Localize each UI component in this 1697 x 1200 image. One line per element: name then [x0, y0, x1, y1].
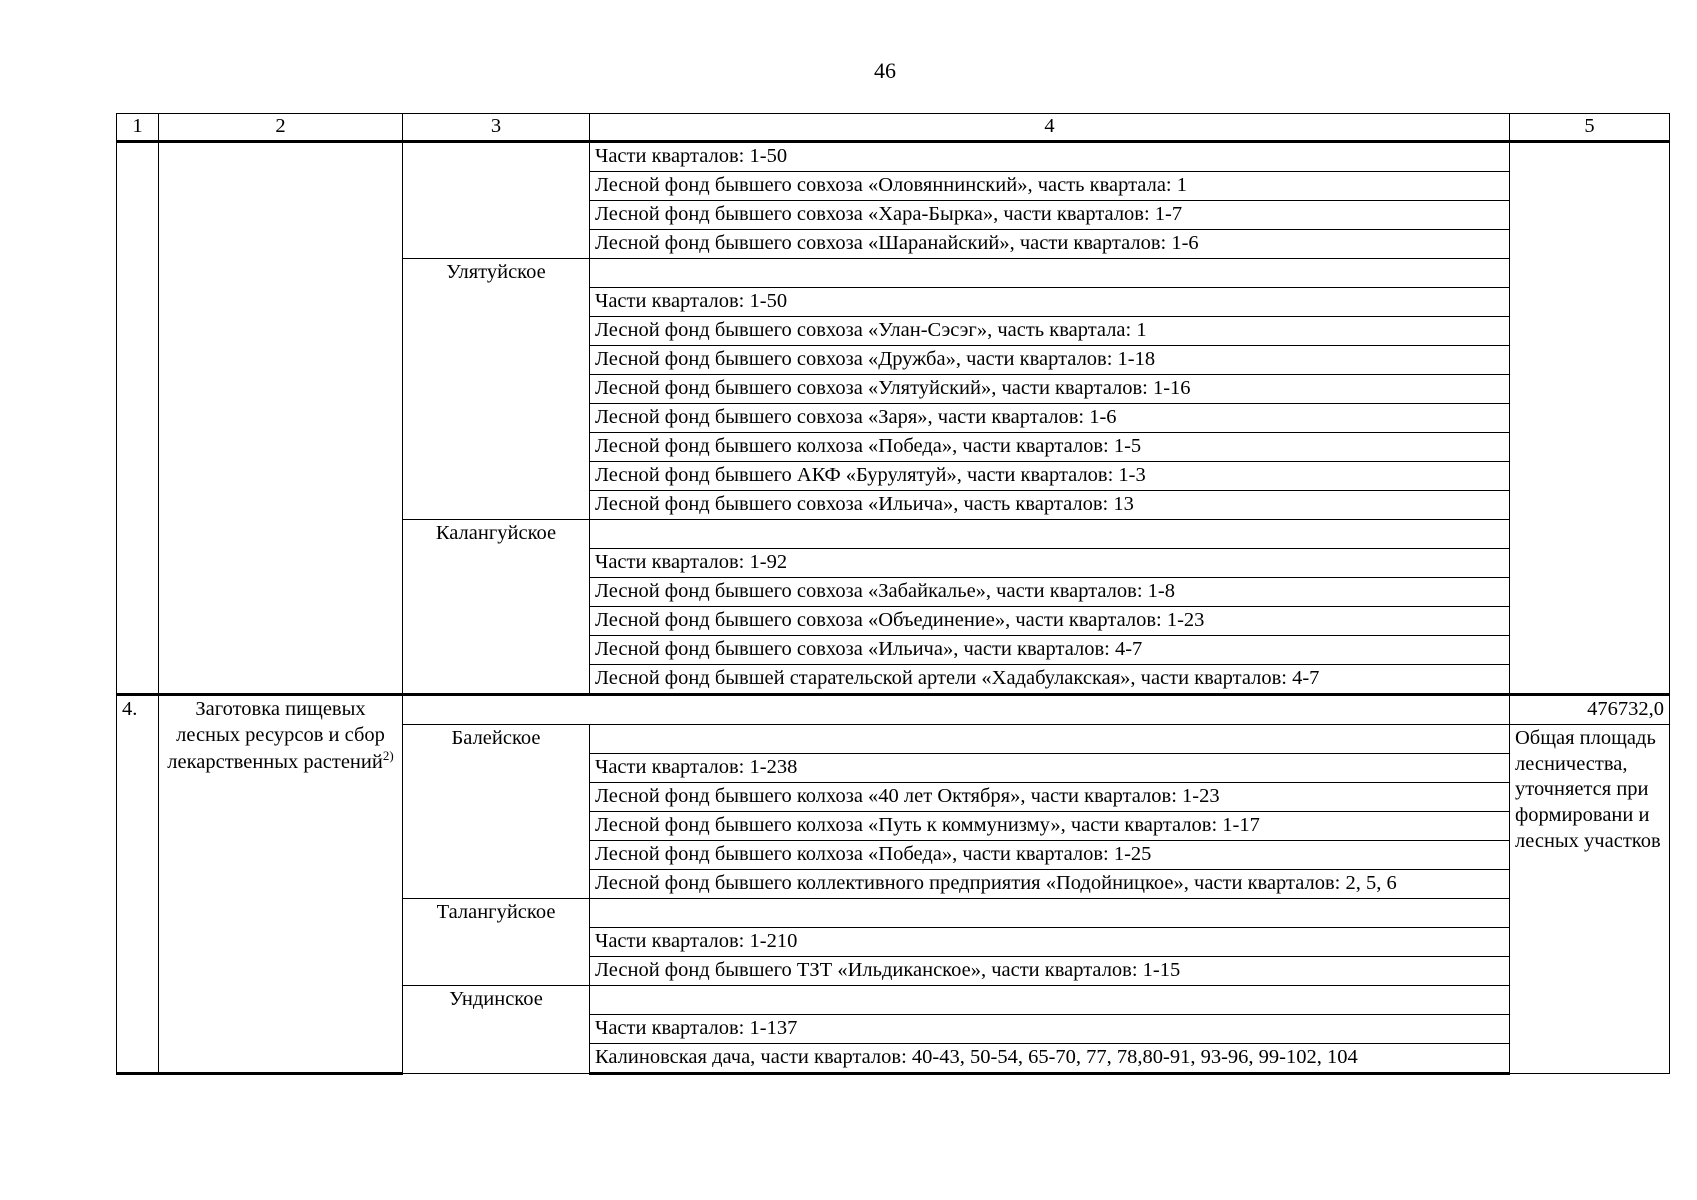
header-col-2: 2	[159, 114, 403, 142]
district-name: Ундинское	[403, 986, 590, 1074]
quarter-item: Лесной фонд бывшего коллективного предприятия «Подойницкое», части кварталов: 2, 5, 6	[590, 870, 1510, 899]
district-name: Улятуйское	[403, 259, 590, 520]
section-number-cell	[117, 142, 159, 695]
area-value: 476732,0	[1510, 695, 1670, 725]
quarter-item: Лесной фонд бывшего совхоза «Ильича», часть кварталов: 13	[590, 491, 1510, 520]
quarter-item	[590, 725, 1510, 754]
quarter-item: Части кварталов: 1-50	[590, 142, 1510, 172]
quarter-item: Части кварталов: 1-238	[590, 754, 1510, 783]
quarter-item: Лесной фонд бывшего АКФ «Бурулятуй», части кварталов: 1-3	[590, 462, 1510, 491]
district-name	[403, 142, 590, 259]
quarter-item: Лесной фонд бывшего колхоза «Победа», части кварталов: 1-5	[590, 433, 1510, 462]
quarter-item: Лесной фонд бывшего ТЗТ «Ильдиканское», части кварталов: 1-15	[590, 957, 1510, 986]
district-name: Талангуйское	[403, 899, 590, 986]
footnote-marker: 2)	[382, 748, 394, 764]
district-name: Балейское	[403, 725, 590, 899]
quarter-item: Части кварталов: 1-92	[590, 549, 1510, 578]
section-4-row	[117, 695, 1670, 725]
header-col-5: 5	[1510, 114, 1670, 142]
quarter-item: Лесной фонд бывшего колхоза «Победа», части кварталов: 1-25	[590, 841, 1510, 870]
quarter-item: Лесной фонд бывшего совхоза «Заря», части кварталов: 1-6	[590, 404, 1510, 433]
quarter-item: Лесной фонд бывшего совхоза «Дружба», части кварталов: 1-18	[590, 346, 1510, 375]
page-number: 46	[874, 58, 896, 83]
section-number: 4.	[117, 695, 159, 1074]
quarter-item	[590, 986, 1510, 1015]
quarter-item: Лесной фонд бывшего совхоза «Объединение», части кварталов: 1-23	[590, 607, 1510, 636]
quarter-item: Лесной фонд бывшего совхоза «Оловяннинский», часть квартала: 1	[590, 172, 1510, 201]
area-note: Общая площадь лесничества, уточняется при формировани и лесных участков	[1510, 725, 1670, 1074]
header-col-4: 4	[590, 114, 1510, 142]
quarter-item	[590, 899, 1510, 928]
quarter-item: Лесной фонд бывшей старательской артели «Хадабулакская», части кварталов: 4-7	[590, 665, 1510, 695]
quarter-item: Части кварталов: 1-50	[590, 288, 1510, 317]
table-row	[117, 142, 1670, 172]
section-title	[159, 695, 403, 1074]
section-title-cell	[159, 142, 403, 695]
quarter-item	[590, 259, 1510, 288]
district-name: Калангуйское	[403, 520, 590, 695]
quarter-item: Калиновская дача, части кварталов: 40-43, 50-54, 65-70, 77, 78,80-91, 93-96, 99-102, 104	[590, 1044, 1510, 1074]
quarter-item: Части кварталов: 1-137	[590, 1015, 1510, 1044]
quarter-item: Лесной фонд бывшего совхоза «Улятуйский», части кварталов: 1-16	[590, 375, 1510, 404]
quarter-item: Лесной фонд бывшего совхоза «Улан-Сэсэг», часть квартала: 1	[590, 317, 1510, 346]
quarter-item: Лесной фонд бывшего совхоза «Ильича», части кварталов: 4-7	[590, 636, 1510, 665]
header-row	[117, 114, 1670, 142]
section-title-text: Заготовка пищевых лесных ресурсов и сбор лекарственных растений	[167, 698, 385, 774]
forestry-table	[116, 113, 1670, 1075]
quarter-item: Лесной фонд бывшего совхоза «Хара-Бырка», части кварталов: 1-7	[590, 201, 1510, 230]
area-cell	[1510, 142, 1670, 695]
empty-cell	[403, 695, 1510, 725]
quarter-item: Лесной фонд бывшего совхоза «Забайкалье», части кварталов: 1-8	[590, 578, 1510, 607]
header-col-3: 3	[403, 114, 590, 142]
quarter-item: Лесной фонд бывшего колхоза «40 лет Октября», части кварталов: 1-23	[590, 783, 1510, 812]
quarter-item	[590, 520, 1510, 549]
quarter-item: Части кварталов: 1-210	[590, 928, 1510, 957]
quarter-item: Лесной фонд бывшего колхоза «Путь к коммунизму», части кварталов: 1-17	[590, 812, 1510, 841]
quarter-item: Лесной фонд бывшего совхоза «Шаранайский», части кварталов: 1-6	[590, 230, 1510, 259]
header-col-1: 1	[117, 114, 159, 142]
